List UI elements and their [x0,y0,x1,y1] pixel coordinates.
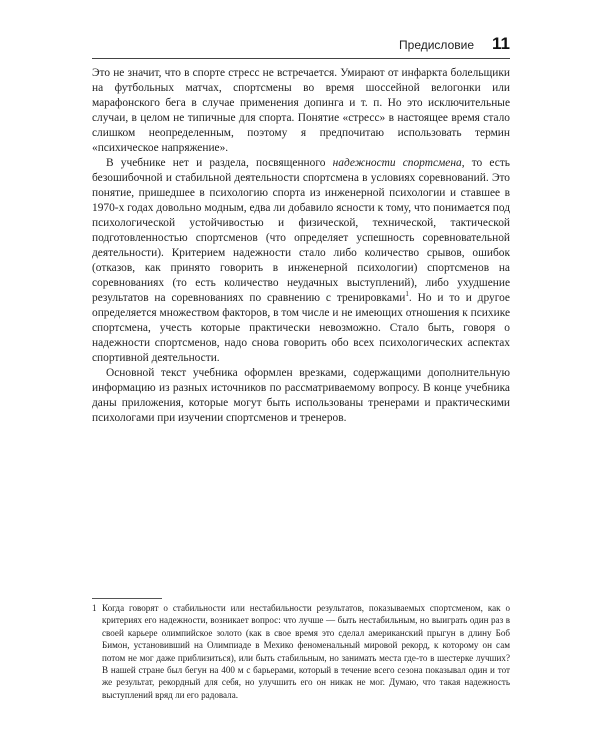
body-text [92,66,510,426]
paragraph-stress: Это не значит, что в спорте стресс не встречается. Умирают от инфаркта болельщики на футбольных матчах, спортсмены во время шоссейной велогонки или марафонского бега в случае применения допинга и т. п. Но это исключительные случаи, в целом не типичные для спорта. Понятие «стресс» в настоящее время стало слишком неопределенным, поэтому я предпочитаю использовать термин «психическое напряжение». [92,67,510,154]
paragraph-structure: Основной текст учебника оформлен врезками, содержащими дополнительную информацию из разных источников по рассматриваемому вопросу. В конце учебника даны приложения, которые могут быть использованы тренерами и практическими психологами при изучении спортсменов и тренеров. [92,367,510,424]
footnote-text: Когда говорят о стабильности или нестабильности результатов, показываемых спортсменом, как о критериях его надежности, возникает вопрос: что лучше — быть нестабильным, но выиграть один раз в своей карьере олимпийское золото (как в свое время это сделал американский прыгун в длину Боб Бимон, установивший на Олимпиаде в Мехико феноменальный мировой рекорд, к которому он сам потом не мог даже приблизиться), или быть стабильным, но занимать места где-то в шестерке лучших? В нашей стране был бегун на 400 м с барьерами, который в течение всего сезона показывал один и тот же результат, рекордный для себя, но улучшить его он никак не мог. Думаю, что такая надежность выступлений вряд ли его радовала. [102,603,510,700]
footnote-mark: 1 [92,603,97,613]
paragraph-reliability-body: , то есть безошибочной и стабильной деятельности спортсмена в условиях соревнований. Это понятие, пришедшее в психологию спорта из инженерной психологии и ставшее в 1970-х годах довольно модным, едва ли добавило ясности к тому, что понимается под психологической устойчивостью и физической, технической, тактической подготовленностью спортсменов (что определяет успешность соревновательной деятельности). Критерием надежности стало либо количество срывов, ошибок (отказов, как принято говорить в инженерной психологии) спортсменов на соревнованиях (то есть количество неудачных выступлений), либо ухудшение результатов на соревнованиях по сравнению с тренировками [92,157,511,304]
page-number: 11 [492,34,510,53]
paragraph-reliability [92,156,510,366]
paragraph-reliability-end: . Но и то и другое определяется множеством факторов, в том числе и не имеющих отношения к психике спортсмена, учесть которые практически невозможно. Стало быть, говоря о надежности спортсменов, надо снова говорить обо всех психологических аспектах спортивной деятельности. [92,292,510,364]
running-header [92,34,510,59]
footnote-reference: 1 [405,290,409,299]
footnote-divider [92,598,162,599]
emphasis-athlete-reliability: надежности спортсмена [332,157,462,169]
paragraph-reliability-intro: В учебнике нет и раздела, посвященного [106,157,333,169]
footnote [92,602,510,701]
running-header-title: Предисловие [399,38,474,52]
